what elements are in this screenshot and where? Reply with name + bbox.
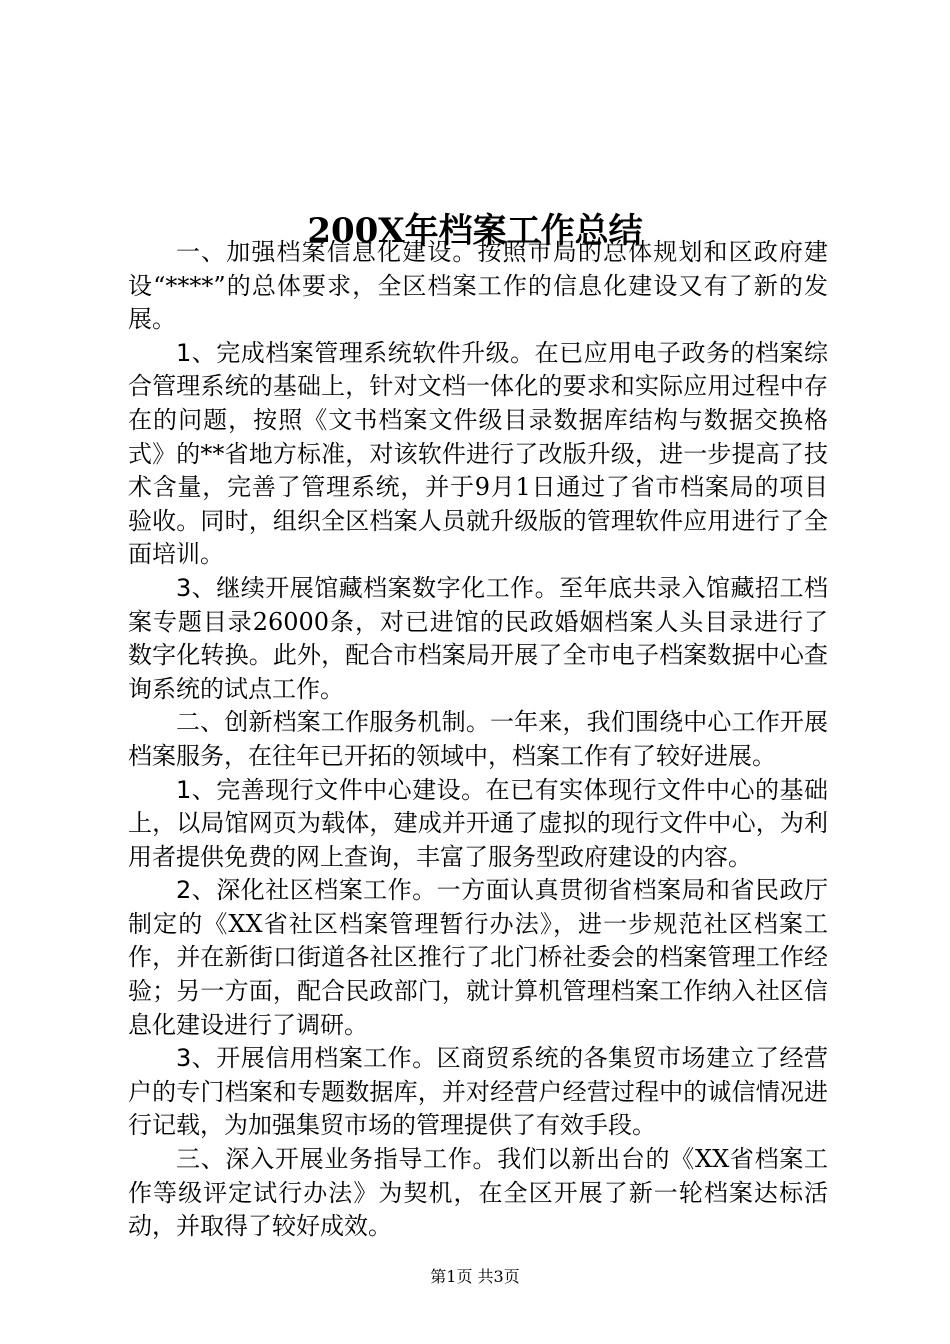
paragraph: [128, 1042, 828, 1143]
paragraph-text: 区商贸系统的各集贸市场建立了经营户的专门档案和专题数据库，并对经营户经营过程中的诚信情况进行记载，为加强集贸市场的管理提供了有效手段。: [128, 1044, 828, 1140]
paragraph-heading: 3、开展信用档案工作。: [176, 1044, 437, 1073]
paragraph-heading: 1、完成档案管理系统软件升级。: [176, 338, 535, 367]
paragraph-text: 在已有实体现行文件中心的基础上，以局馆网页为载体，建成并开通了虚拟的现行文件中心，为利用者提供免费的网上查询，丰富了服务型政府建设的内容。: [128, 775, 828, 871]
paragraph-heading: 1、完善现行文件中心建设。: [176, 775, 486, 804]
paragraph-heading: 三、深入开展业务指导工作。: [176, 1145, 498, 1174]
paragraph-heading: 2、深化社区档案工作。: [176, 876, 437, 905]
document-title: 200X年档案工作总结: [307, 210, 643, 251]
paragraph-heading: 一、加强档案信息化建设。: [176, 238, 478, 266]
paragraph-text: 我们以新出台的《XX省档案工作等级评定试行办法》为契机，在全区开展了新一轮档案达标活动，并取得了较好成效。: [128, 1145, 829, 1241]
paragraph: [128, 337, 828, 572]
paragraph-text: 一方面认真贯彻省档案局和省民政厅制定的《XX省社区档案管理暂行办法》，进一步规范社区档案工作，并在新街口街道各社区推行了北门桥社委会的档案管理工作经验；另一方面，配合民政部门，就计算机管理档案工作纳入社区信息化建设进行了调研。: [128, 876, 828, 1039]
paragraph: [128, 774, 828, 875]
paragraph-text: 按照市局的总体规划和区政府建设“****”的总体要求，全区档案工作的信息化建设又有了新的发展。: [128, 238, 829, 334]
paragraph: [128, 1143, 828, 1244]
paragraph: [128, 874, 828, 1042]
paragraph-text: 至年底共录入馆藏招工档案专题目录26000条，对已进馆的民政婚姻档案人头目录进行了数字化转换。此外，配合市档案局开展了全市电子档案数据中心查询系统的试点工作。: [128, 573, 829, 703]
paragraph: [128, 572, 828, 706]
paragraph-heading: 二、创新档案工作服务机制。: [176, 708, 490, 737]
page-number-footer: 第1页 共3页: [430, 1267, 520, 1286]
paragraph-text: 在已应用电子政务的档案综合管理系统的基础上，针对文档一体化的要求和实际应用过程中存在的问题，按照《文书档案文件级目录数据库结构与数据交换格式》的**省地方标准，对该软件进行了改版升级，进一步提高了技术含量，完善了管理系统，并于9月1日通过了省市档案局的项目验收。同时，组织全区档案人员就升级版的管理软件应用进行了全面培训。: [128, 338, 828, 569]
paragraph-text: 一年来，我们围绕中心工作开展档案服务，在往年已开拓的领域中，档案工作有了较好进展。: [128, 708, 828, 770]
paragraph-heading: 3、继续开展馆藏档案数字化工作。: [176, 573, 560, 602]
paragraph: [128, 236, 828, 337]
paragraph: [128, 706, 828, 773]
document-body: [128, 236, 828, 1244]
